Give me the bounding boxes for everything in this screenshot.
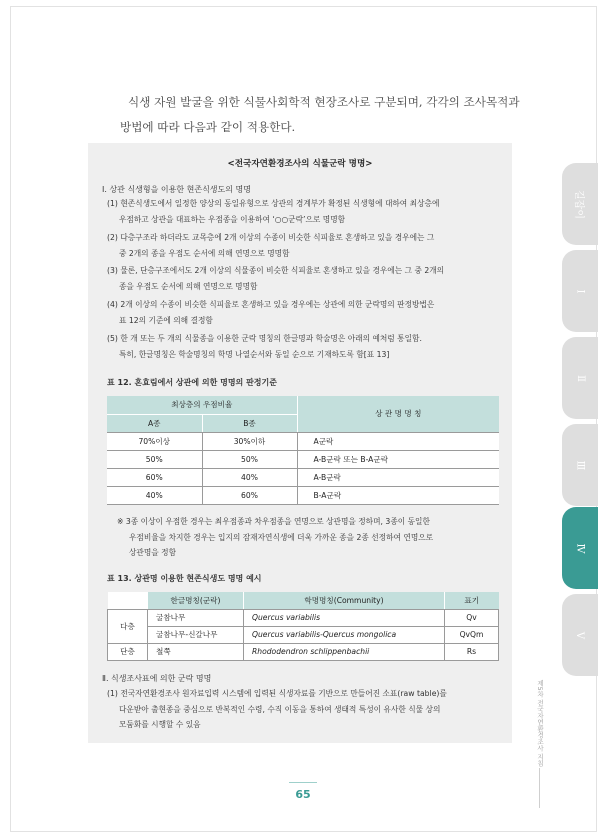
table-12-note [117,514,499,561]
table-cell: 60% [107,468,202,486]
table-row [107,432,499,450]
side-running-title: 제5차 전국자연환경조사 지침 [536,680,544,767]
tab-chapter-4[interactable] [562,507,598,589]
tab-label: Ⅱ [574,374,586,382]
list-item-line: (1) 현존식생도에서 일정한 양상의 동일유형으로 상관의 경계부가 확정된 식생형에 대하여 최상층에 [107,199,440,208]
table-cell: Rhododendron schlippenbachii [244,643,445,660]
table-cell: A군락 [297,432,499,450]
list-item [107,331,503,362]
list-item-line: 모둠화를 시행할 수 있음 [119,720,201,730]
table-cell: Quercus variabilis [244,609,445,626]
list-item [107,196,503,227]
table-cell: A-B군락 [297,468,499,486]
table-cell: Quercus variabilis-Quercus mongolica [244,626,445,643]
list-item-line: 우점하고 상관을 대표하는 우점종을 이용하여 ‘○○군락’으로 명명함 [119,214,346,224]
page-number-rule [289,782,317,783]
table-cell: 굴참나무-신갈나무 [148,626,244,643]
tab-label: Ⅰ [574,289,586,293]
side-divider [539,768,540,808]
note-line: 상관명을 정함 [129,548,177,557]
section-1-heading: Ⅰ. 상관 식생형을 이용한 현존식생도의 명명 [102,185,251,194]
table-row [107,468,499,486]
list-item [107,230,503,261]
table-12 [107,396,499,505]
table-cell: A-B군락 또는 B-A군락 [297,450,499,468]
list-item [107,263,503,294]
intro-line-1: 식생 자원 발굴을 위한 식물사회학적 현장조사로 구분되며, 각각의 조사목적과 [128,95,520,109]
table-cell: B-A군락 [297,486,499,504]
table-cell: 40% [107,486,202,504]
table-row [108,643,499,660]
table-cell-group: 다층 [108,609,148,643]
list-item-line: 중 2개의 종을 우점도 순서에 의해 연명으로 명명함 [119,248,290,258]
table-row [107,486,499,504]
table-header-scientific: 학명명칭(Community) [244,592,445,609]
tab-chapter-3[interactable] [562,424,598,506]
table-cell: 굴참나무 [148,609,244,626]
tab-label: Ⅲ [574,460,586,470]
tab-chapter-5[interactable] [562,594,598,676]
table-cell: 철쭉 [148,643,244,660]
table-cell: 70%이상 [107,432,202,450]
list-item-line: (5) 한 개 또는 두 개의 식물종을 이용한 군락 명칭의 한글명과 학술명은 아래의 예처럼 통일함. [107,334,422,343]
tab-label: 길잡이 [572,189,584,219]
table-header-name: 상 관 명 명 칭 [297,396,499,432]
page-number: 65 [295,788,311,801]
list-item [107,297,503,328]
table-cell: Rs [445,643,499,660]
list-item [107,686,503,733]
table-header-group: 최상층의 우점비율 [107,396,297,414]
note-line: ※ 3종 이상이 우점한 경우는 최우점종과 차우점종을 연명으로 상관명을 정하며, 3종이 동일한 [117,517,430,526]
list-item-line: (3) 물론, 단층구조에서도 2개 이상의 식물종이 비슷한 식피율로 혼생하고 있을 경우에는 그 중 2개의 [107,266,445,275]
tab-chapter-2[interactable] [562,337,598,419]
tab-chapter-1[interactable] [562,250,598,332]
table-header-empty [108,592,148,609]
table-12-caption: 표 12. 혼효림에서 상관에 의한 명명의 판정기준 [107,378,277,387]
box-title: <전국자연환경조사의 식물군락 명명> [227,159,373,169]
tab-guide[interactable] [562,163,598,245]
list-item-line: 종을 우점도 순서에 의해 연명으로 명명함 [119,281,258,291]
note-line: 우점비율을 차지한 경우는 입지의 잠재자연식생에 더욱 가까운 종을 2종 선정하여 연명으로 [129,532,434,542]
intro-line-2: 방법에 따라 다음과 같이 적용한다. [120,120,296,134]
list-item-line: (4) 2개 이상의 수종이 비슷한 식피율로 혼생하고 있을 경우에는 상관에 의한 군락명의 판정방법은 [107,300,435,309]
list-item-line: 특히, 한글명칭은 학술명칭의 학명 나열순서와 동일 순으로 기재하도록 함[표 13] [119,349,390,359]
table-13-caption: 표 13. 상관명 이용한 현존식생도 명명 예시 [107,574,262,583]
table-header-mark: 표기 [445,592,499,609]
tab-label: Ⅳ [574,543,586,553]
tab-label: Ⅴ [574,631,586,639]
list-item-line: (2) 다층구조라 하더라도 교목층에 2개 이상의 수종이 비슷한 식피율로 혼생하고 있을 경우에는 그 [107,233,435,242]
table-header-korean: 한글명칭(군락) [148,592,244,609]
table-header-a: A종 [107,414,202,432]
table-cell: 30%이하 [202,432,297,450]
table-row [108,626,499,643]
section-2-heading: Ⅱ. 식생조사표에 의한 군락 명명 [102,674,212,683]
list-item-line: 표 12의 기준에 의해 결정함 [119,315,213,325]
table-row [107,450,499,468]
table-header-b: B종 [202,414,297,432]
list-item-line: (1) 전국자연환경조사 원자료입력 시스템에 입력된 식생자료를 기반으로 만들어진 소표(raw table)를 [107,689,447,698]
table-cell: 50% [202,450,297,468]
intro-paragraph [120,90,540,140]
table-13 [107,592,499,661]
table-cell: 60% [202,486,297,504]
table-cell-group: 단층 [108,643,148,660]
list-item-line: 다운받아 출현종을 중심으로 반복적인 수령, 수직 이동을 통하여 생태적 특성이 유사한 식물 상의 [119,704,441,714]
table-cell: Qv [445,609,499,626]
table-cell: 40% [202,468,297,486]
table-cell: QvQm [445,626,499,643]
table-row [108,609,499,626]
table-cell: 50% [107,450,202,468]
